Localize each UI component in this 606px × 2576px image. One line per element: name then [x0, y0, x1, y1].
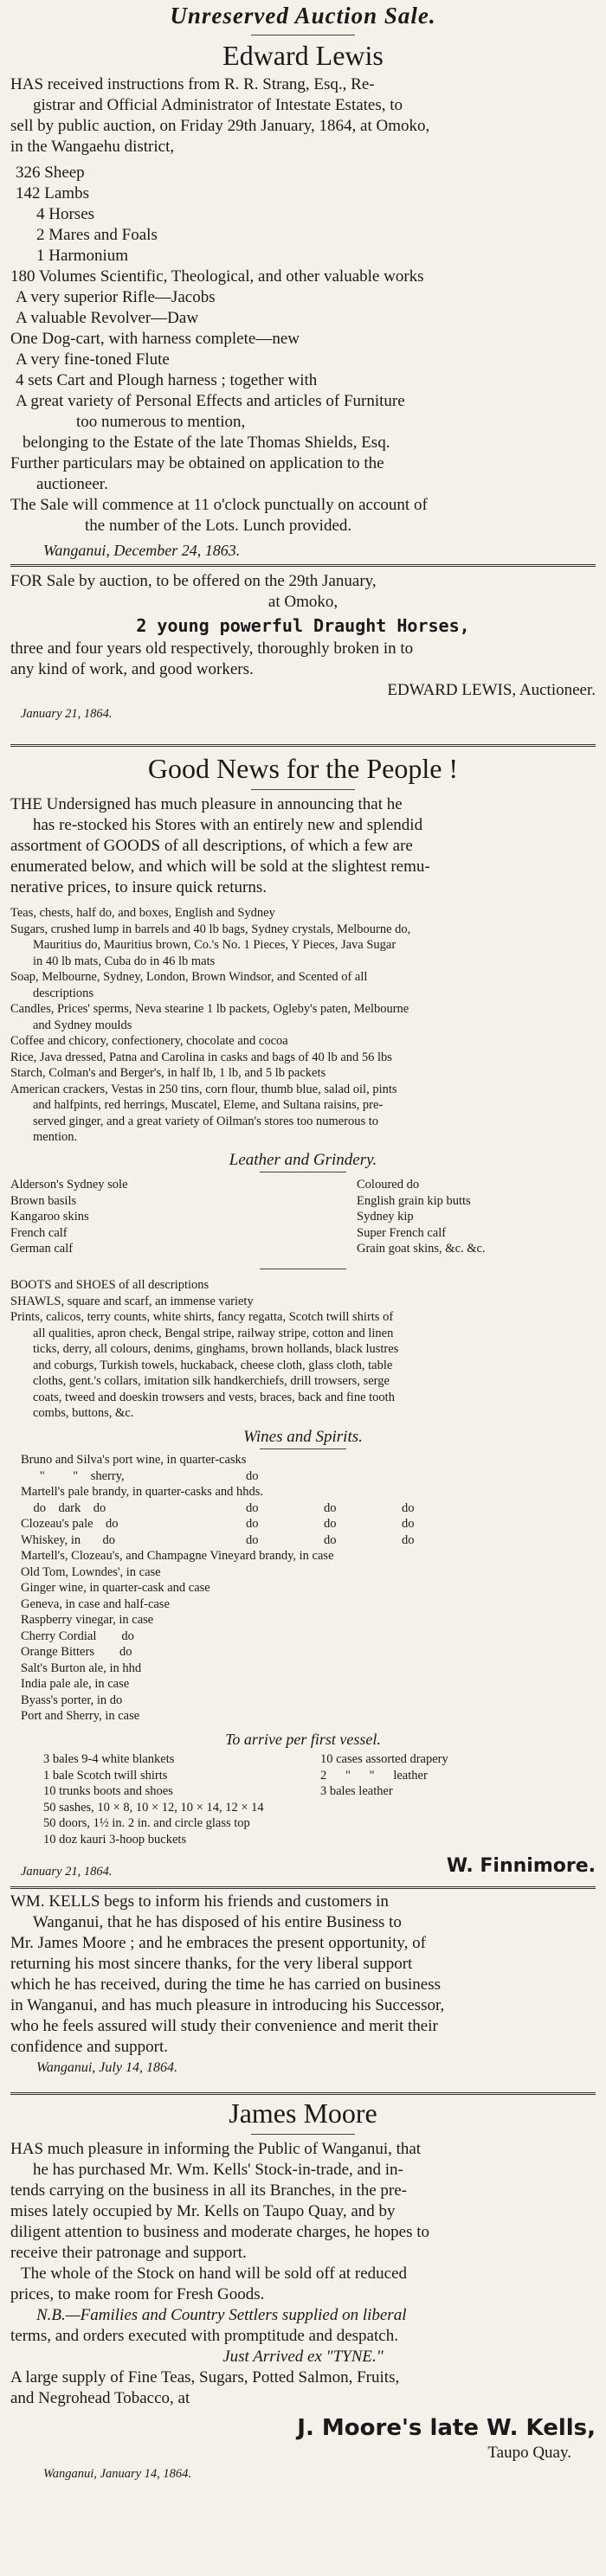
text-line: THE Undersigned has much pleasure in announcing that he	[10, 795, 403, 813]
list-item: and coburgs, Turkish towels, huckaback, cheese cloth, glass cloth, table	[33, 1358, 393, 1372]
list-item: 10 cases assorted drapery	[320, 1752, 448, 1766]
wine-cell	[402, 1484, 480, 1500]
list-item: all qualities, apron check, Bengal stripe, railway stripe, cotton and linen	[33, 1326, 394, 1340]
text-line: N.B.—Families and Country Settlers supplied on liberal	[36, 2306, 407, 2324]
text-line: The whole of the Stock on hand will be sold off at reduced	[21, 2264, 408, 2283]
ad1-intro	[10, 74, 596, 157]
list-item: One Dog-cart, with harness complete—new	[10, 330, 300, 348]
list-item: Mauritius do, Mauritius brown, Co.'s No. 1 Pieces, Y Pieces, Java Sugar	[33, 938, 396, 952]
wine-cell	[324, 1452, 402, 1468]
list-item: Kangaroo skins	[10, 1210, 89, 1224]
list-item: Byass's porter, in do	[21, 1693, 123, 1707]
ad5-heading: James Moore	[229, 2097, 377, 2129]
wine-row	[21, 1500, 596, 1517]
list-item: 10 trunks boots and shoes	[43, 1784, 173, 1798]
list-item: A great variety of Personal Effects and articles of Furniture	[16, 392, 405, 410]
wine-cell: do	[246, 1468, 259, 1483]
leather-right-column	[357, 1177, 596, 1257]
wine-cell: do	[246, 1500, 259, 1515]
ad3-signature: W. Finnimore.	[446, 1855, 596, 1877]
list-item: and Sydney moulds	[33, 1018, 132, 1032]
text-line: and Negrohead Tobacco, at	[10, 2389, 190, 2407]
list-item: 2 Mares and Foals	[36, 226, 158, 244]
wine-cell	[402, 1452, 480, 1468]
ad4-dateline: Wanganui, July 14, 1864.	[36, 2060, 177, 2075]
leather-left-column	[10, 1177, 339, 1257]
wine-cell: do	[246, 1532, 259, 1547]
list-item: Grain goat skins, &c. &c.	[357, 1242, 486, 1256]
text-line: HAS much pleasure in informing the Public of Wanganui, that	[10, 2140, 422, 2158]
wine-cell: do	[402, 1517, 415, 1531]
list-item: A valuable Revolver—Daw	[16, 309, 199, 327]
list-item: served ginger, and a great variety of Oilman's stores too numerous to	[33, 1114, 379, 1128]
wine-cell	[324, 1484, 402, 1500]
ad3-groceries	[10, 905, 596, 1146]
list-item: India pale ale, in case	[21, 1677, 130, 1691]
divider	[251, 2134, 355, 2135]
ad2-signature: EDWARD LEWIS, Auctioneer.	[387, 681, 596, 699]
text-line: tends carrying on the business in all its Branches, in the pre-	[10, 2181, 408, 2200]
text-line: in the Wangaehu district,	[10, 138, 175, 156]
wine-cell	[402, 1468, 480, 1485]
divider	[10, 2092, 596, 2095]
divider	[251, 789, 355, 790]
list-item: Orange Bitters do	[21, 1645, 132, 1659]
ad1-dateline: Wanganui, December 24, 1863.	[43, 542, 241, 559]
text-line: Wanganui, that he has disposed of his entire Business to	[33, 1913, 402, 1931]
wine-row	[21, 1532, 596, 1549]
list-item: ticks, derry, all colours, denims, ginghams, brown hollands, black lustres	[33, 1342, 399, 1356]
text-line: in Wanganui, and has much pleasure in introducing his Successor,	[10, 1996, 445, 2014]
list-item: Cherry Cordial do	[21, 1628, 134, 1643]
ad5	[10, 2139, 596, 2409]
list-item: the number of the Lots. Lunch provided.	[85, 517, 352, 535]
text-line: sell by public auction, on Friday 29th January, 1864, at Omoko,	[10, 117, 430, 135]
list-item: 10 doz kauri 3-hoop buckets	[43, 1832, 187, 1847]
wine-cell	[324, 1468, 402, 1485]
list-item: 142 Lambs	[16, 184, 89, 202]
wines-more	[21, 1548, 596, 1725]
text-line: enumerated below, and which will be sold at the slightest remu-	[10, 858, 430, 876]
list-item: Candles, Prices' sperms, Neva stearine 1 lb packets, Ogleby's paten, Melbourne	[10, 1002, 409, 1016]
list-item: 3 bales leather	[320, 1784, 393, 1798]
ad5-date: Wanganui, January 14, 1864.	[43, 2467, 192, 2481]
wine-cell: do	[402, 1532, 415, 1547]
wine-cell: do dark do	[21, 1500, 106, 1515]
wine-cell	[246, 1484, 324, 1500]
wines-table	[21, 1452, 596, 1725]
list-item: 1 bale Scotch twill shirts	[43, 1768, 168, 1783]
text-line: any kind of work, and good workers.	[10, 660, 254, 678]
text-line: Just Arrived ex "TYNE."	[222, 2348, 384, 2366]
list-item: Martell's, Clozeau's, and Champagne Vineyard brandy, in case	[21, 1549, 334, 1563]
ad3-drapery	[10, 1277, 596, 1422]
list-item: Coffee and chicory, confectionery, chocolate and cocoa	[10, 1034, 288, 1048]
divider	[10, 744, 596, 747]
text-line: who he feels assured will study their convenience and merit their	[10, 2017, 438, 2035]
list-item: Further particulars may be obtained on application to the	[10, 454, 384, 472]
text-line: gistrar and Official Administrator of Intestate Estates, to	[33, 96, 403, 114]
wine-cell	[246, 1452, 324, 1468]
wine-cell: do	[246, 1517, 259, 1531]
list-item: cloths, gent.'s collars, imitation silk handkerchiefs, drill trowsers, serge	[33, 1374, 390, 1388]
text-line: at Omoko,	[268, 593, 338, 611]
list-item: belonging to the Estate of the late Thomas Shields, Esq.	[23, 434, 390, 452]
arrive-heading: To arrive per first vessel.	[225, 1731, 381, 1748]
text-line: confidence and support.	[10, 2038, 169, 2056]
wine-cell: do	[324, 1517, 337, 1531]
ad2	[10, 571, 596, 723]
text-line: Mr. James Moore ; and he embraces the present opportunity, of	[10, 1934, 426, 1952]
list-item: American crackers, Vestas in 250 tins, corn flour, thumb blue, salad oil, pints	[10, 1082, 397, 1096]
list-item: English grain kip butts	[357, 1193, 471, 1208]
list-item: SHAWLS, square and scarf, an immense variety	[10, 1294, 254, 1308]
list-item: 50 doors, 1½ in. 2 in. and circle glass top	[43, 1816, 250, 1830]
ad1-auctioneer: Edward Lewis	[222, 40, 384, 71]
list-item: auctioneer.	[36, 475, 108, 493]
ad1-heading: Unreserved Auction Sale.	[170, 3, 436, 29]
list-item: 180 Volumes Scientific, Theological, and other valuable works	[10, 267, 424, 286]
list-item: Teas, chests, half do, and boxes, English and Sydney	[10, 906, 275, 920]
list-item: 326 Sheep	[16, 164, 85, 182]
divider	[10, 564, 596, 567]
text-line: WM. KELLS begs to inform his friends and customers in	[10, 1892, 389, 1911]
list-item: coats, tweed and doeskin trowsers and vests, braces, back and fine tooth	[33, 1390, 395, 1404]
text-line: returning his most sincere thanks, for the very liberal support	[10, 1955, 413, 1973]
wine-cell: Clozeau's pale do	[21, 1517, 119, 1531]
list-item: Brown basils	[10, 1193, 77, 1208]
text-line: three and four years old respectively, thoroughly broken in to	[10, 639, 414, 658]
wine-cell: " " sherry,	[21, 1468, 125, 1483]
wine-row	[21, 1484, 596, 1500]
wine-cell: Martell's pale brandy, in quarter-casks and hhds.	[21, 1485, 264, 1499]
list-item: Sydney kip	[357, 1210, 414, 1224]
text-line: mises lately occupied by Mr. Kells on Taupo Quay, and by	[10, 2202, 396, 2220]
text-line: assortment of GOODS of all descriptions, of which a few are	[10, 837, 413, 855]
list-item: 50 sashes, 10 × 8, 10 × 12, 10 × 14, 12 × 14	[43, 1800, 264, 1815]
wine-cell: do	[324, 1500, 337, 1515]
leather-heading: Leather and Grindery.	[229, 1151, 377, 1169]
list-item: Port and Sherry, in case	[21, 1709, 140, 1723]
list-item: German calf	[10, 1242, 74, 1256]
wine-cell: Whiskey, in do	[21, 1532, 116, 1547]
wine-row	[21, 1452, 596, 1468]
list-item: Alderson's Sydney sole	[10, 1178, 128, 1192]
arrive-left-column	[43, 1751, 320, 1800]
text-line: has re-stocked his Stores with an entirely new and splendid	[33, 816, 423, 834]
ad3-intro	[10, 794, 596, 898]
list-item: Geneva, in case and half-case	[21, 1596, 170, 1611]
ad5-signature: J. Moore's late W. Kells,	[297, 2415, 596, 2441]
list-item: Raspberry vinegar, in case	[21, 1613, 154, 1627]
ad4	[10, 1892, 596, 2078]
wine-cell: Bruno and Silva's port wine, in quarter-casks	[21, 1453, 247, 1467]
list-item: Starch, Colman's and Berger's, in half lb, 1 lb, and 5 lb packets	[10, 1066, 326, 1080]
list-item: A very superior Rifle—Jacobs	[16, 288, 216, 306]
ad2-date: January 21, 1864.	[21, 707, 113, 721]
ad3-date: January 21, 1864.	[21, 1865, 113, 1879]
text-line: receive their patronage and support.	[10, 2244, 247, 2262]
text-line: diligent attention to business and moderate charges, he hopes to	[10, 2223, 430, 2241]
text-line: terms, and orders executed with promptitude and despatch.	[10, 2327, 398, 2345]
list-item: 3 bales 9-4 white blankets	[43, 1752, 175, 1766]
ad5-location: Taupo Quay.	[487, 2444, 571, 2462]
list-item: Super French calf	[357, 1225, 447, 1240]
list-item: Coloured do	[357, 1178, 420, 1192]
list-item: and halfpints, red herrings, Muscatel, Eleme, and Sultana raisins, pre-	[33, 1098, 384, 1112]
list-item: Salt's Burton ale, in hhd	[21, 1661, 142, 1675]
list-item: 2 " " leather	[320, 1768, 428, 1783]
arrive-right-column	[320, 1751, 563, 1800]
divider	[10, 1886, 596, 1889]
ad1-items	[10, 163, 596, 536]
text-line: prices, to make room for Fresh Goods.	[10, 2285, 265, 2303]
text-line: A large supply of Fine Teas, Sugars, Potted Salmon, Fruits,	[10, 2368, 400, 2386]
ad3-heading: Good News for the People !	[147, 753, 459, 784]
wines-heading: Wines and Spirits.	[243, 1428, 363, 1446]
list-item: Rice, Java dressed, Patna and Carolina in casks and bags of 40 lb and 56 lbs	[10, 1050, 392, 1064]
list-item: 1 Harmonium	[36, 247, 129, 265]
wine-cell: do	[402, 1500, 415, 1515]
arrive-list	[43, 1751, 596, 1847]
wine-row	[21, 1468, 596, 1485]
text-line: HAS received instructions from R. R. Strang, Esq., Re-	[10, 75, 375, 93]
text-line: he has purchased Mr. Wm. Kells' Stock-in-trade, and in-	[33, 2161, 403, 2179]
wine-cell: do	[324, 1532, 337, 1547]
list-item: in 40 lb mats, Cuba do in 46 lb mats	[33, 954, 216, 968]
list-item: Ginger wine, in quarter-cask and case	[21, 1581, 210, 1595]
list-item: Sugars, crushed lump in barrels and 40 lb bags, Sydney crystals, Melbourne do,	[10, 922, 411, 936]
list-item: Prints, calicos, terry counts, white shirts, fancy regatta, Scotch twill shirts of	[10, 1310, 394, 1324]
list-item: French calf	[10, 1225, 68, 1240]
list-item: descriptions	[33, 986, 94, 1000]
list-item: Soap, Melbourne, Sydney, London, Brown Windsor, and Scented of all	[10, 970, 368, 984]
list-item: Old Tom, Lowndes', in case	[21, 1564, 161, 1579]
list-item: combs, buttons, &c.	[33, 1406, 134, 1420]
ad2-headline: 2 young powerful Draught Horses,	[136, 615, 470, 636]
list-item: mention.	[33, 1130, 78, 1144]
text-line: FOR Sale by auction, to be offered on the 29th January,	[10, 572, 377, 590]
list-item: A very fine-toned Flute	[16, 350, 170, 369]
arrive-columns	[43, 1751, 596, 1800]
text-line: which he has received, during the time he has carried on business	[10, 1975, 442, 1994]
list-item: BOOTS and SHOES of all descriptions	[10, 1278, 210, 1292]
wine-row	[21, 1516, 596, 1532]
text-line: nerative prices, to insure quick returns.	[10, 878, 267, 896]
list-item: 4 Horses	[36, 205, 95, 223]
list-item: too numerous to mention,	[76, 413, 246, 431]
leather-columns	[10, 1177, 596, 1257]
leather-list	[10, 1177, 596, 1257]
list-item: 4 sets Cart and Plough harness ; together with	[16, 371, 318, 389]
list-item: The Sale will commence at 11 o'clock punctually on account of	[10, 496, 428, 514]
